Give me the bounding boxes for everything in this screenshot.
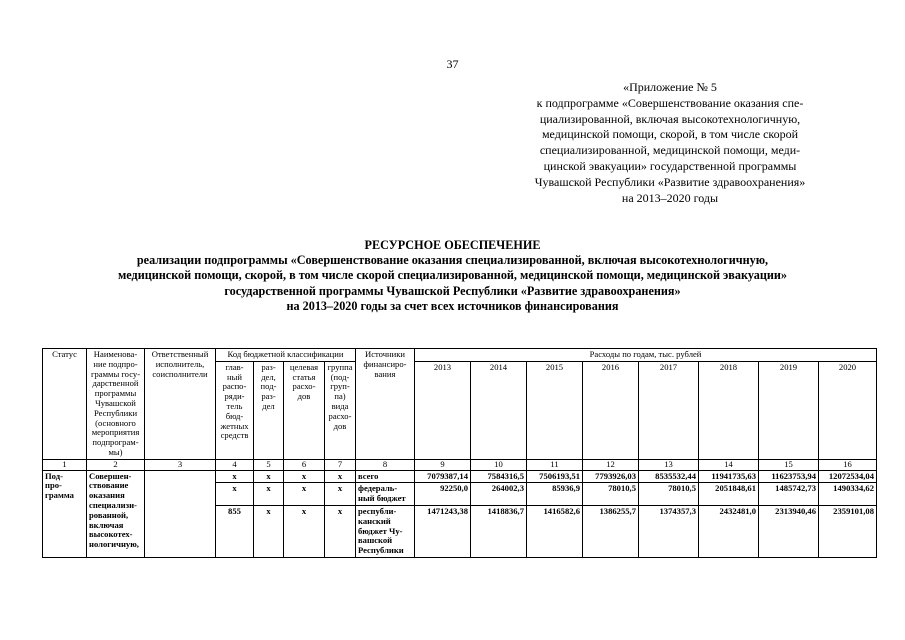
header-main-manager: глав- ный распо- ряди- тель бюд- жетных средств: [216, 361, 254, 459]
header-expense-type: группа (под- груп- па) вида расхо- дов: [325, 361, 356, 459]
header-target-item: целевая статья расхо- дов: [284, 361, 325, 459]
column-number: 5: [254, 459, 284, 470]
value-cell: 12072534,04: [819, 470, 877, 483]
column-number: 16: [819, 459, 877, 470]
title-line: на 2013–2020 годы за счет всех источников финансирования: [286, 298, 619, 313]
value-cell: 7584316,5: [471, 470, 527, 483]
value-cell: 2432481,0: [699, 505, 759, 557]
value-cell: 1374357,3: [639, 505, 699, 557]
column-number: 2: [87, 459, 145, 470]
appendix-line: Чувашской Республики «Развитие здравоохранения»: [534, 174, 806, 189]
column-number: 15: [759, 459, 819, 470]
appendix-note: [505, 80, 835, 206]
code-cell: х: [254, 505, 284, 557]
appendix-line: на 2013–2020 годы: [621, 190, 719, 205]
value-cell: 78010,5: [639, 483, 699, 506]
title-line: реализации подпрограммы «Совершенствование оказания специализированной, включая высокотехнологичную,: [136, 253, 769, 268]
code-cell: х: [325, 483, 356, 506]
column-number: 1: [43, 459, 87, 470]
column-number: 10: [471, 459, 527, 470]
header-year: 2013: [415, 361, 471, 375]
code-cell: х: [325, 505, 356, 557]
value-cell: 2313940,46: [759, 505, 819, 557]
value-cell: 1418836,7: [471, 505, 527, 557]
header-section: раз- дел, под- раз- дел: [254, 361, 284, 459]
source-cell: республи- канский бюджет Чу- вашской Республики: [356, 505, 415, 557]
title-line: медицинской помощи, скорой, в том числе скорой специализированной, медицинской помощи, медицинской эвакуации»: [117, 268, 788, 283]
table-row: [43, 470, 877, 483]
header-expenses: Расходы по годам, тыс. рублей: [415, 349, 877, 362]
value-cell: 264002,3: [471, 483, 527, 506]
column-number: 8: [356, 459, 415, 470]
header-year: 2018: [699, 361, 759, 375]
value-cell: 7079387,14: [415, 470, 471, 483]
column-number: 14: [699, 459, 759, 470]
column-number: 3: [145, 459, 216, 470]
header-year: 2020: [819, 361, 877, 375]
title-heading: РЕСУРСНОЕ ОБЕСПЕЧЕНИЕ: [364, 238, 541, 252]
title-line: государственной программы Чувашской Республики «Развитие здравоохранения»: [224, 283, 681, 298]
code-cell: х: [216, 483, 254, 506]
header-budget-code: Код бюджетной классификации: [216, 349, 356, 362]
value-cell: 7793926,03: [583, 470, 639, 483]
appendix-line: цинской эвакуации» государственной программы: [543, 158, 797, 173]
header-sources: Источники финансиро- вания: [356, 349, 415, 460]
status-cell: Под- про- грамма: [43, 470, 87, 557]
subprogram-name-cell: Совершен- ствование оказания специализи- рованной, включая высокотех- нологичную,: [87, 470, 145, 557]
header-year: 2017: [639, 361, 699, 375]
code-cell: 855: [216, 505, 254, 557]
responsible-cell: [145, 470, 216, 557]
appendix-line: медицинской помощи, скорой, в том числе скорой: [541, 127, 799, 142]
value-cell: 11941735,63: [699, 470, 759, 483]
page-number: 37: [446, 57, 459, 71]
header-year: 2015: [527, 361, 583, 375]
column-number: 4: [216, 459, 254, 470]
value-cell: 11623753,94: [759, 470, 819, 483]
code-cell: х: [254, 470, 284, 483]
column-number: 7: [325, 459, 356, 470]
value-cell: 1386255,7: [583, 505, 639, 557]
value-cell: 1416582,6: [527, 505, 583, 557]
value-cell: 2359101,08: [819, 505, 877, 557]
column-number: 12: [583, 459, 639, 470]
source-cell: федераль- ный бюджет: [356, 483, 415, 506]
header-year: 2016: [583, 361, 639, 375]
header-name: Наименова- ние подпро- граммы госу- дарственной программы Чувашской Республики (основного мероприятия подпрограм- мы): [87, 349, 145, 460]
value-cell: 8535532,44: [639, 470, 699, 483]
header-status: Статус: [43, 349, 87, 460]
column-number: 11: [527, 459, 583, 470]
code-cell: х: [284, 483, 325, 506]
value-cell: 1485742,73: [759, 483, 819, 506]
column-number: 6: [284, 459, 325, 470]
column-number: 13: [639, 459, 699, 470]
code-cell: х: [216, 470, 254, 483]
value-cell: 1471243,38: [415, 505, 471, 557]
document-title: [0, 238, 905, 314]
value-cell: 92250,0: [415, 483, 471, 506]
value-cell: 78010,5: [583, 483, 639, 506]
code-cell: х: [284, 505, 325, 557]
appendix-line: специализированной, медицинской помощи, меди-: [539, 143, 801, 158]
appendix-line: к подпрограмме «Совершенствование оказания спе-: [536, 95, 804, 110]
appendix-line: циализированной, включая высокотехнологичную,: [539, 111, 801, 126]
appendix-line: «Приложение № 5: [623, 80, 717, 94]
code-cell: х: [325, 470, 356, 483]
resource-table: [42, 348, 877, 558]
header-year: 2014: [471, 361, 527, 375]
column-number-row: [43, 459, 877, 470]
code-cell: х: [284, 470, 325, 483]
value-cell: 2051848,61: [699, 483, 759, 506]
header-year: 2019: [759, 361, 819, 375]
source-cell: всего: [356, 470, 415, 483]
header-responsible: Ответственный исполнитель, соисполнители: [145, 349, 216, 460]
value-cell: 7506193,51: [527, 470, 583, 483]
column-number: 9: [415, 459, 471, 470]
value-cell: 85936,9: [527, 483, 583, 506]
value-cell: 1490334,62: [819, 483, 877, 506]
code-cell: х: [254, 483, 284, 506]
